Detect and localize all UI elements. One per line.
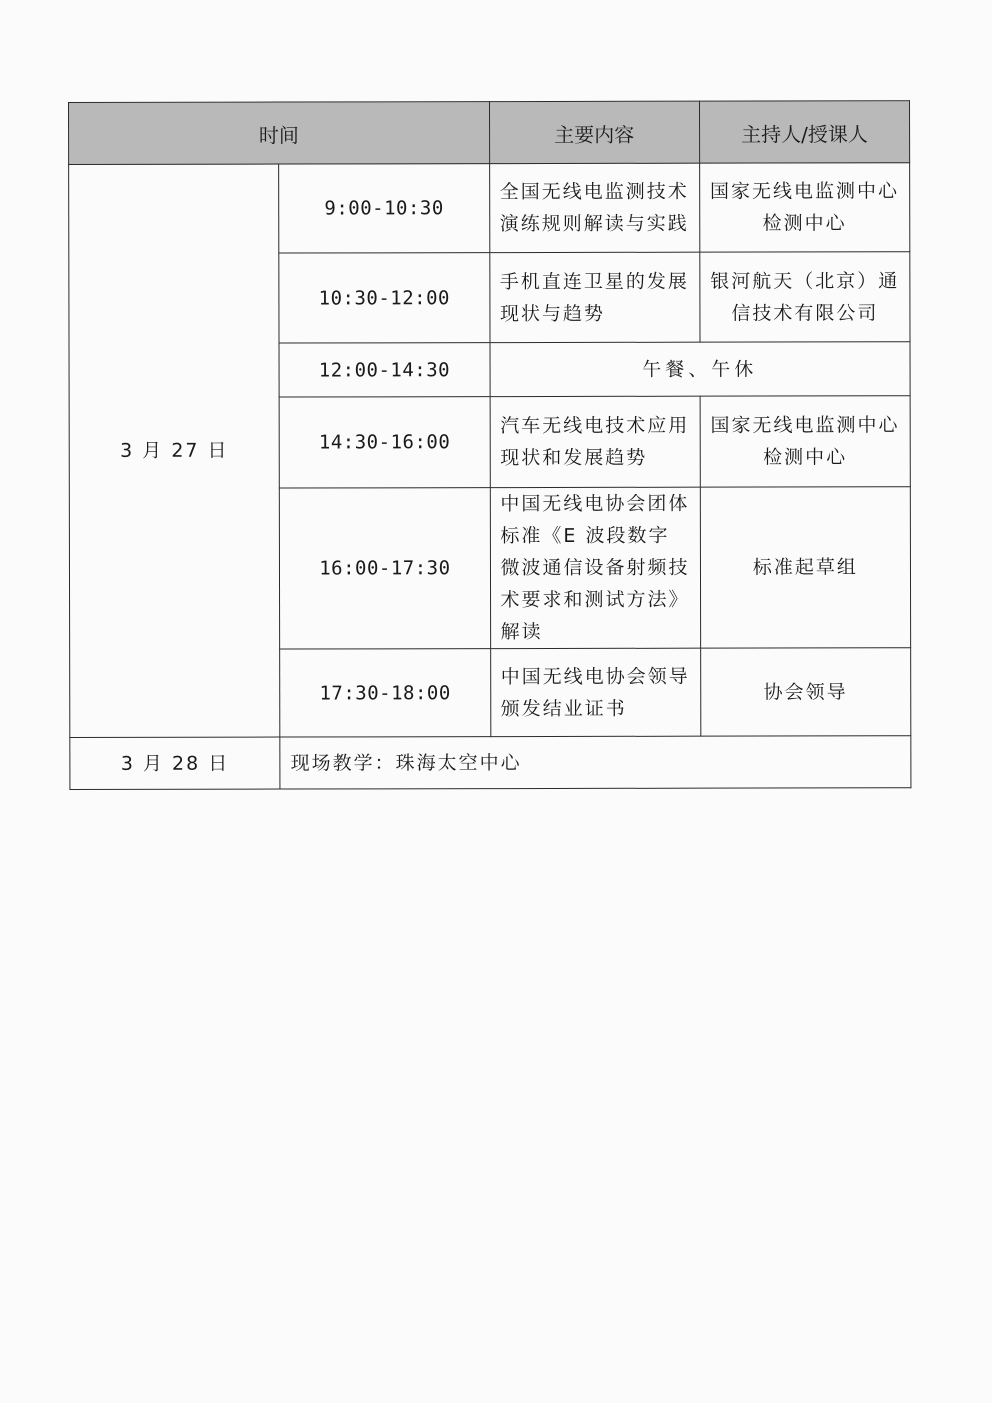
session-host: 标准起草组 xyxy=(700,487,911,648)
table-row xyxy=(69,163,910,254)
date-day2: 3 月 28 日 xyxy=(70,737,280,789)
session-time: 10:30-12:00 xyxy=(279,253,489,343)
table-header xyxy=(69,101,910,165)
header-row xyxy=(69,101,910,165)
table-row xyxy=(70,736,911,790)
session-host: 国家无线电监测中心检测中心 xyxy=(700,396,910,487)
header-host: 主持人/授课人 xyxy=(699,101,909,163)
header-content: 主要内容 xyxy=(489,101,699,163)
session-time: 16:00-17:30 xyxy=(280,488,491,649)
header-time: 时间 xyxy=(69,102,490,165)
session-host: 协会领导 xyxy=(700,648,910,736)
session-time: 17:30-18:00 xyxy=(280,649,490,737)
schedule-table xyxy=(68,100,911,790)
date-day1: 3 月 27 日 xyxy=(69,164,280,737)
session-content: 汽车无线电技术应用现状和发展趋势 xyxy=(490,396,700,487)
session-content: 中国无线电协会团体标准《E 波段数字微波通信设备射频技术要求和测试方法》解读 xyxy=(490,487,701,648)
session-time: 12:00-14:30 xyxy=(279,343,489,397)
lunch-break: 午餐、午休 xyxy=(490,342,911,397)
session-time: 9:00-10:30 xyxy=(279,164,489,253)
session-host: 国家无线电监测中心检测中心 xyxy=(699,163,909,252)
session-content: 全国无线电监测技术演练规则解读与实践 xyxy=(489,163,699,252)
session-content: 手机直连卫星的发展现状与趋势 xyxy=(489,252,699,342)
session-host: 银河航天（北京）通信技术有限公司 xyxy=(700,252,910,342)
session-time: 14:30-16:00 xyxy=(279,397,489,488)
field-trip: 现场教学：珠海太空中心 xyxy=(280,736,911,789)
session-content: 中国无线电协会领导颁发结业证书 xyxy=(490,648,700,736)
